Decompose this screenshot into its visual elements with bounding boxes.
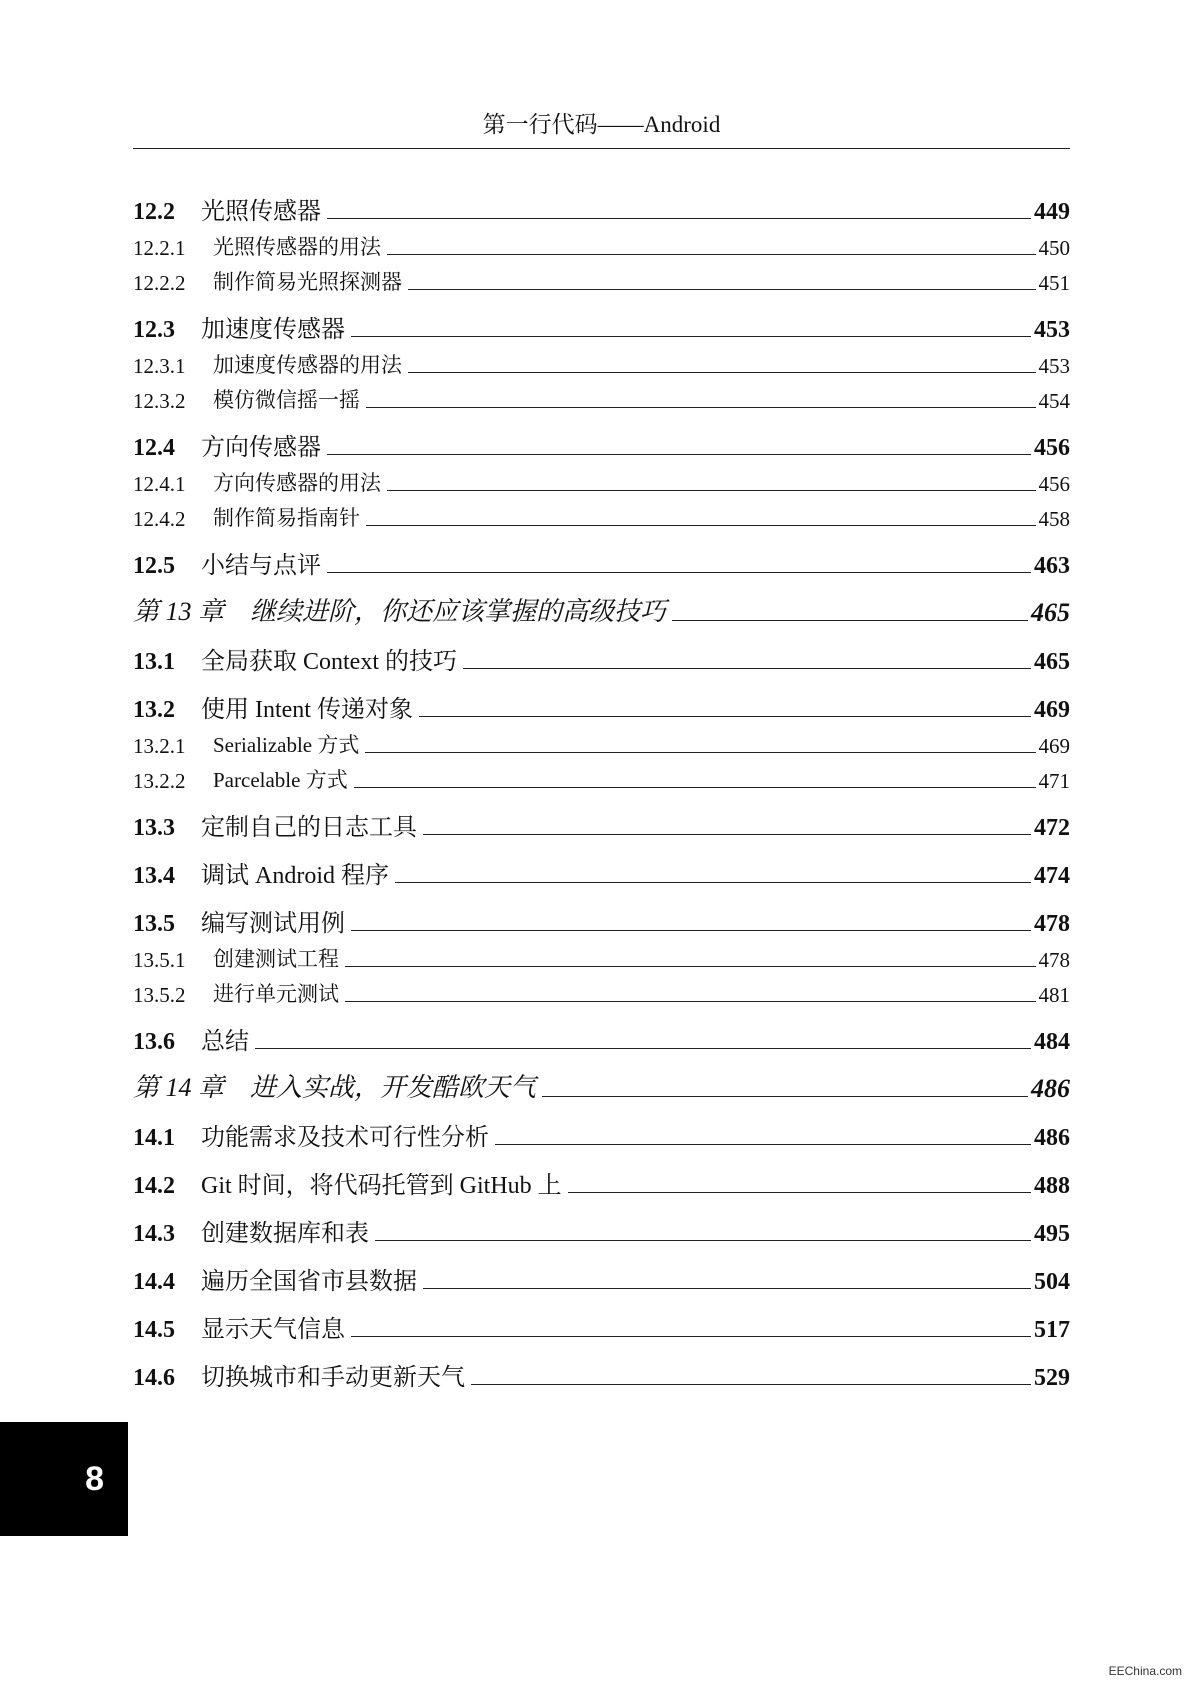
toc-entry-title: 使用 Intent 传递对象	[201, 697, 413, 723]
toc-entry-sub	[133, 759, 1070, 794]
toc-entry-chapter	[133, 586, 1070, 628]
table-of-contents	[133, 186, 1070, 1392]
toc-entry-number: 14.2	[133, 1173, 175, 1199]
toc-leader-line	[471, 1383, 1031, 1385]
toc-leader-line	[327, 571, 1031, 573]
toc-leader-line	[395, 881, 1031, 883]
toc-entry-title: Git 时间，将代码托管到 GitHub 上	[201, 1173, 562, 1199]
toc-entry-page: 469	[1038, 734, 1070, 758]
toc-entry-page: 488	[1034, 1173, 1070, 1199]
toc-entry-page: 495	[1034, 1221, 1070, 1247]
toc-entry-page: 456	[1038, 472, 1070, 496]
toc-entry-page: 478	[1034, 911, 1070, 937]
toc-entry-number: 13.2	[133, 697, 175, 723]
toc-leader-line	[375, 1239, 1031, 1241]
toc-entry-page: 481	[1038, 983, 1070, 1007]
toc-leader-line	[423, 1287, 1031, 1289]
toc-entry-page: 529	[1034, 1365, 1070, 1391]
toc-entry-number: 第 14 章	[133, 1073, 225, 1102]
toc-entry-title: 光照传感器的用法	[213, 235, 381, 259]
toc-entry-page: 451	[1038, 271, 1070, 295]
toc-leader-line	[387, 489, 1036, 491]
toc-entry-number: 14.5	[133, 1317, 175, 1343]
toc-entry-page: 486	[1034, 1125, 1070, 1151]
toc-entry-title: 编写测试用例	[201, 911, 345, 937]
toc-entry-title: 光照传感器	[201, 199, 321, 225]
toc-entry-number: 13.1	[133, 649, 175, 675]
toc-entry-section	[133, 850, 1070, 890]
toc-entry-page: 456	[1034, 435, 1070, 461]
toc-entry-title: 切换城市和手动更新天气	[201, 1365, 465, 1391]
toc-entry-number: 12.3.1	[133, 354, 186, 378]
toc-entry-title: 小结与点评	[201, 553, 321, 579]
toc-entry-chapter	[133, 1062, 1070, 1104]
toc-entry-number: 14.3	[133, 1221, 175, 1247]
toc-entry-sub	[133, 344, 1070, 379]
toc-entry-number: 13.5	[133, 911, 175, 937]
toc-leader-line	[408, 371, 1036, 373]
toc-entry-page: 517	[1034, 1317, 1070, 1343]
toc-entry-sub	[133, 462, 1070, 497]
toc-entry-number: 13.3	[133, 815, 175, 841]
toc-leader-line	[366, 406, 1036, 408]
toc-entry-number: 13.5.1	[133, 948, 186, 972]
toc-entry-number: 14.1	[133, 1125, 175, 1151]
toc-entry-number: 12.2.1	[133, 236, 186, 260]
toc-entry-page: 465	[1034, 649, 1070, 675]
toc-entry-sub	[133, 938, 1070, 973]
toc-entry-title: Parcelable 方式	[213, 768, 348, 792]
toc-entry-section	[133, 1160, 1070, 1200]
toc-entry-page: 453	[1038, 354, 1070, 378]
toc-leader-line	[463, 667, 1031, 669]
page-number-tab: 8	[0, 1422, 128, 1536]
toc-entry-section	[133, 802, 1070, 842]
toc-leader-line	[672, 619, 1028, 621]
toc-leader-line	[255, 1047, 1031, 1049]
toc-leader-line	[345, 965, 1036, 967]
toc-entry-title: 加速度传感器的用法	[213, 353, 402, 377]
toc-entry-number: 13.2.1	[133, 734, 186, 758]
toc-leader-line	[351, 929, 1031, 931]
toc-entry-title: 模仿微信摇一摇	[213, 388, 360, 412]
toc-leader-line	[327, 217, 1031, 219]
toc-entry-title: 制作简易指南针	[213, 506, 360, 530]
toc-entry-number: 12.3.2	[133, 389, 186, 413]
toc-leader-line	[419, 715, 1031, 717]
toc-entry-title: Serializable 方式	[213, 733, 360, 757]
toc-entry-title: 继续进阶，你还应该掌握的高级技巧	[250, 597, 667, 626]
toc-leader-line	[365, 751, 1035, 753]
toc-entry-page: 458	[1038, 507, 1070, 531]
watermark: EEChina.com	[1108, 1664, 1182, 1678]
toc-leader-line	[423, 833, 1031, 835]
toc-entry-sub	[133, 497, 1070, 532]
toc-entry-page: 474	[1034, 863, 1070, 889]
toc-entry-page: 449	[1034, 199, 1070, 225]
toc-entry-page: 484	[1034, 1029, 1070, 1055]
toc-entry-number: 12.2.2	[133, 271, 186, 295]
toc-entry-number: 12.5	[133, 553, 175, 579]
running-header: 第一行代码——Android	[482, 112, 721, 137]
header-rule	[133, 148, 1070, 149]
toc-entry-number: 第 13 章	[133, 597, 225, 626]
toc-entry-number: 12.4	[133, 435, 175, 461]
toc-entry-page: 453	[1034, 317, 1070, 343]
toc-entry-section	[133, 1256, 1070, 1296]
toc-entry-number: 13.2.2	[133, 769, 186, 793]
toc-entry-title: 加速度传感器	[201, 317, 345, 343]
toc-entry-section	[133, 540, 1070, 580]
toc-entry-page: 469	[1034, 697, 1070, 723]
toc-entry-page: 465	[1031, 598, 1070, 627]
toc-entry-title: 全局获取 Context 的技巧	[201, 649, 457, 675]
toc-entry-number: 12.2	[133, 199, 175, 225]
toc-entry-page: 504	[1034, 1269, 1070, 1295]
toc-entry-page: 472	[1034, 815, 1070, 841]
toc-entry-title: 定制自己的日志工具	[201, 815, 417, 841]
toc-entry-section	[133, 636, 1070, 676]
toc-entry-number: 14.6	[133, 1365, 175, 1391]
toc-entry-section	[133, 1304, 1070, 1344]
toc-entry-number: 14.4	[133, 1269, 175, 1295]
toc-entry-number: 12.3	[133, 317, 175, 343]
toc-entry-title: 遍历全国省市县数据	[201, 1269, 417, 1295]
toc-entry-number: 13.6	[133, 1029, 175, 1055]
toc-leader-line	[345, 1000, 1036, 1002]
toc-entry-section	[133, 422, 1070, 462]
toc-entry-title: 进行单元测试	[213, 982, 339, 1006]
toc-leader-line	[568, 1191, 1031, 1193]
toc-entry-section	[133, 684, 1070, 724]
toc-leader-line	[351, 335, 1031, 337]
toc-entry-section	[133, 1208, 1070, 1248]
toc-entry-sub	[133, 973, 1070, 1008]
toc-entry-title: 显示天气信息	[201, 1317, 345, 1343]
toc-entry-section	[133, 1112, 1070, 1152]
toc-entry-page: 454	[1038, 389, 1070, 413]
toc-entry-page: 471	[1038, 769, 1070, 793]
toc-leader-line	[408, 288, 1036, 290]
toc-entry-section	[133, 898, 1070, 938]
toc-leader-line	[542, 1095, 1028, 1097]
toc-entry-page: 463	[1034, 553, 1070, 579]
toc-entry-title: 调试 Android 程序	[201, 863, 389, 889]
toc-leader-line	[387, 253, 1036, 255]
toc-entry-sub	[133, 261, 1070, 296]
toc-entry-number: 12.4.1	[133, 472, 186, 496]
toc-entry-section	[133, 304, 1070, 344]
toc-entry-page: 450	[1038, 236, 1070, 260]
toc-entry-number: 12.4.2	[133, 507, 186, 531]
toc-entry-title: 方向传感器	[201, 435, 321, 461]
toc-entry-page: 478	[1038, 948, 1070, 972]
toc-entry-sub	[133, 379, 1070, 414]
toc-entry-title: 功能需求及技术可行性分析	[201, 1125, 489, 1151]
toc-entry-sub	[133, 724, 1070, 759]
toc-leader-line	[354, 786, 1036, 788]
toc-entry-title: 进入实战，开发酷欧天气	[250, 1073, 537, 1102]
toc-entry-title: 创建数据库和表	[201, 1221, 369, 1247]
toc-entry-title: 创建测试工程	[213, 947, 339, 971]
toc-entry-sub	[133, 226, 1070, 261]
toc-entry-title: 制作简易光照探测器	[213, 270, 402, 294]
toc-leader-line	[495, 1143, 1031, 1145]
toc-entry-number: 13.4	[133, 863, 175, 889]
toc-leader-line	[327, 453, 1031, 455]
toc-entry-number: 13.5.2	[133, 983, 186, 1007]
toc-leader-line	[366, 524, 1036, 526]
toc-leader-line	[351, 1335, 1031, 1337]
toc-entry-section	[133, 1016, 1070, 1056]
toc-entry-page: 486	[1031, 1074, 1070, 1103]
toc-entry-title: 总结	[201, 1029, 249, 1055]
toc-entry-section	[133, 1352, 1070, 1392]
toc-entry-title: 方向传感器的用法	[213, 471, 381, 495]
toc-entry-section	[133, 186, 1070, 226]
